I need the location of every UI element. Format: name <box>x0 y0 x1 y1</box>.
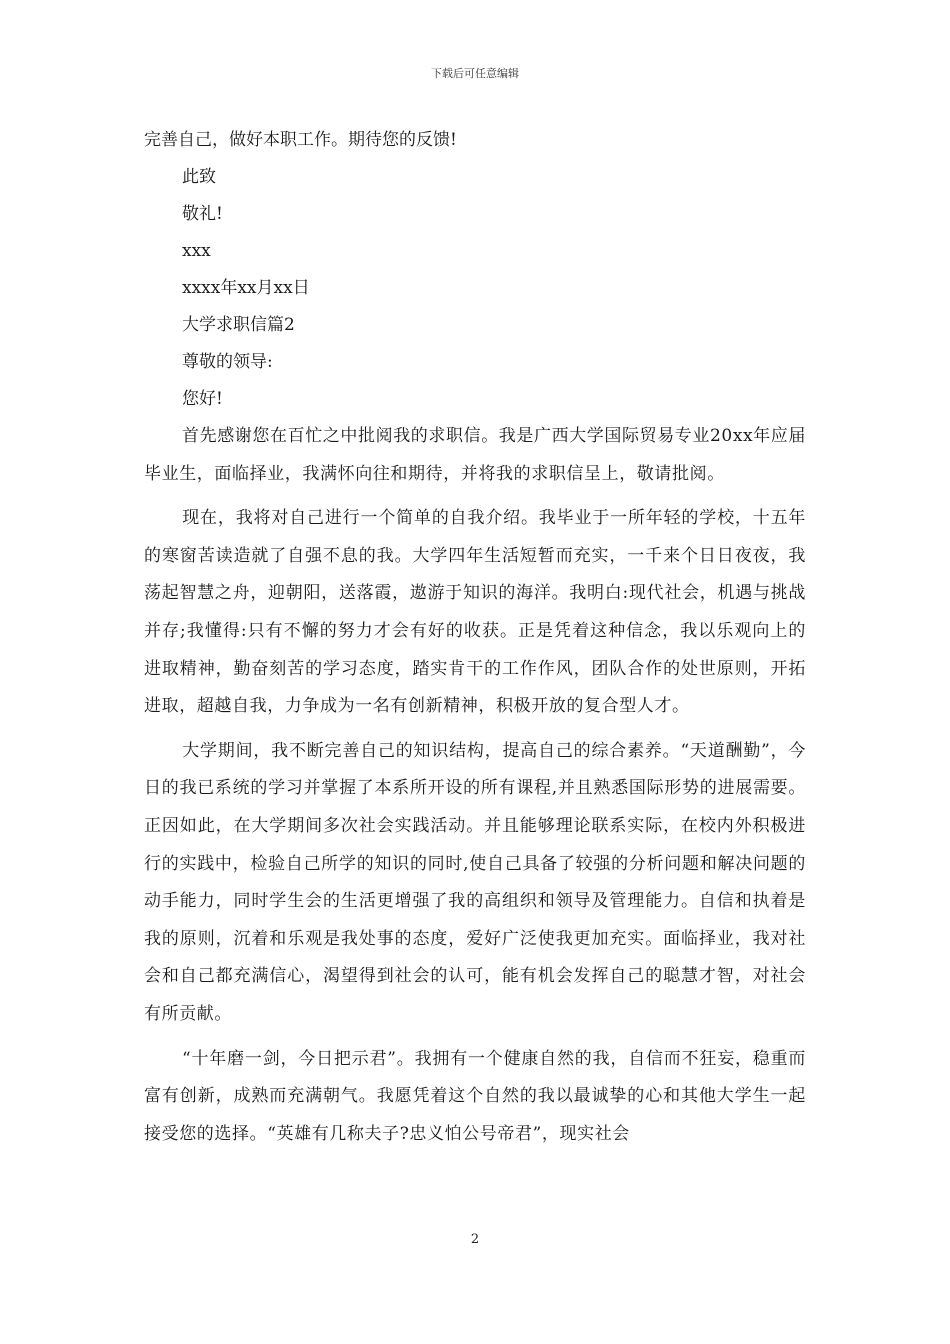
paragraph <box>144 1041 806 1154</box>
paragraph <box>144 733 806 1034</box>
closing-salute: 敬礼! <box>182 204 223 224</box>
page-header: 下载后可任意编辑 <box>431 67 519 80</box>
document-body <box>144 122 806 1153</box>
closing-line: 此致 <box>182 167 216 187</box>
salutation: 尊敬的领导: <box>182 352 273 372</box>
paragraph-text: 大学期间，我不断完善自己的知识结构，提高自己的综合素养。“天道酬勤”，今日的我已系统的学习并掌握了本系所开设的所有课程,并且熟悉国际形势的进展需要。正因如此，在大学期间多次社会实践活动。并且能够理论联系实际，在校内外积极进行的实践中，检验自己所学的知识的同时,使自己具备了较强的分析问题和解决问题的动手能力，同时学生会的生活更增强了我的高组织和领导及管理能力。自信和执着是我的原则，沉着和乐观是我处事的态度，爱好广泛使我更加充实。面临择业，我对社会和自己都充满信心，渴望得到社会的认可，能有机会发挥自己的聪慧才智，对社会有所贡献。 <box>144 740 806 1024</box>
date: xxxx年xx月xx日 <box>182 278 310 298</box>
section-title: 大学求职信篇2 <box>182 315 295 335</box>
paragraph <box>144 418 806 493</box>
greeting: 您好! <box>182 389 223 409</box>
page-number: 2 <box>470 1232 480 1247</box>
paragraph-text: 现在，我将对自己进行一个简单的自我介绍。我毕业于一所年轻的学校，十五年的寒窗苦读造就了自强不息的我。大学四年生活短暂而充实，一千来个日日夜夜，我荡起智慧之舟，迎朝阳，送落霞，遨游于知识的海洋。我明白:现代社会，机遇与挑战并存;我懂得:只有不懈的努力才会有好的收获。正是凭着这种信念，我以乐观向上的进取精神，勤奋刻苦的学习态度，踏实肯干的工作作风，团队合作的处世原则，开拓进取，超越自我，力争成为一名有创新精神，积极开放的复合型人才。 <box>144 508 806 717</box>
body-line: 完善自己，做好本职工作。期待您的反馈! <box>144 130 457 150</box>
paragraph-text: 首先感谢您在百忙之中批阅我的求职信。我是广西大学国际贸易专业20xx年应届毕业生，面临择业，我满怀向往和期待，并将我的求职信呈上，敬请批阅。 <box>144 426 807 484</box>
signature: xxx <box>182 241 211 261</box>
paragraph <box>144 500 806 726</box>
paragraph-text: “十年磨一剑，今日把示君”。我拥有一个健康自然的我，自信而不狂妄，稳重而富有创新，成熟而充满朝气。我愿凭着这个自然的我以最诚挚的心和其他大学生一起接受您的选择。“英雄有几称夫子?忠义怕公号帝君”，现实社会 <box>144 1048 806 1144</box>
